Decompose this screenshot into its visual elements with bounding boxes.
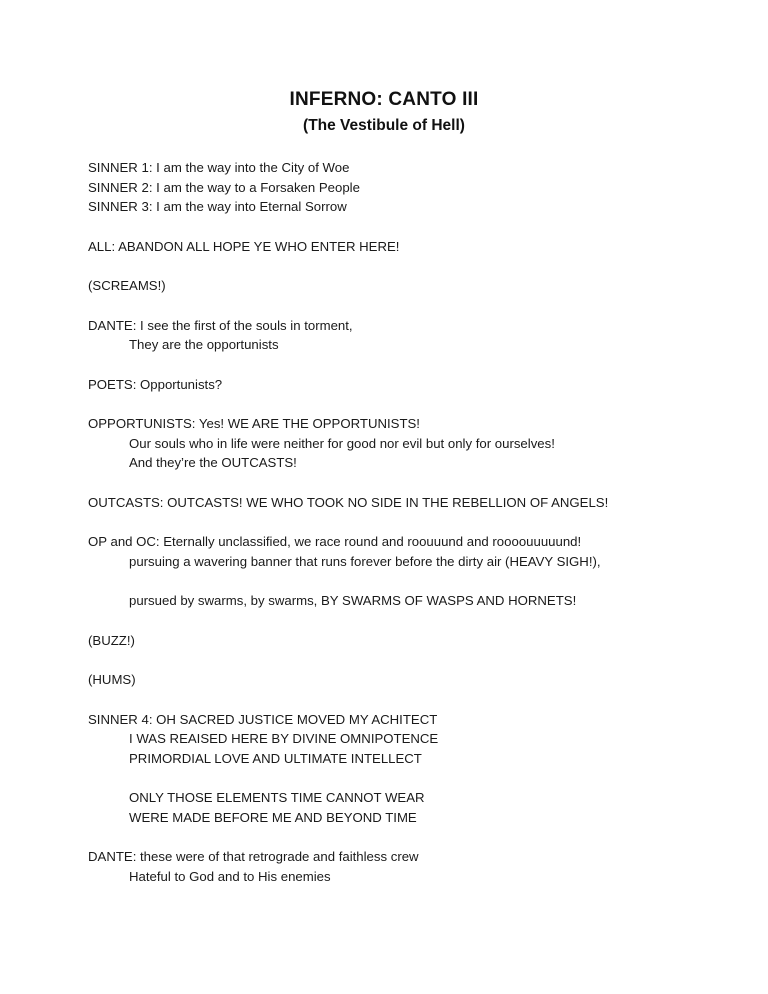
blank-line xyxy=(88,394,698,414)
script-line: pursued by swarms, by swarms, BY SWARMS OF WASPS AND HORNETS! xyxy=(129,593,577,609)
document-heading xyxy=(0,0,768,136)
blank-line xyxy=(88,473,698,493)
script-line: DANTE: these were of that retrograde and faithless crew xyxy=(88,849,419,865)
script-line: (BUZZ!) xyxy=(88,632,135,648)
blank-line xyxy=(88,217,698,237)
script-line: SINNER 2: I am the way to a Forsaken People xyxy=(88,179,360,195)
script-line: OUTCASTS: OUTCASTS! WE WHO TOOK NO SIDE IN THE REBELLION OF ANGELS! xyxy=(88,494,609,510)
blank-line xyxy=(88,296,698,316)
script-line: (HUMS) xyxy=(88,672,136,688)
script-line: PRIMORDIAL LOVE AND ULTIMATE INTELLECT xyxy=(129,750,422,766)
document-title: INFERNO: CANTO III xyxy=(289,89,479,110)
script-line: SINNER 4: OH SACRED JUSTICE MOVED MY ACHITECT xyxy=(88,711,438,727)
blank-line xyxy=(88,572,698,592)
script-body xyxy=(88,158,698,887)
script-line: WERE MADE BEFORE ME AND BEYOND TIME xyxy=(129,810,417,826)
blank-line xyxy=(88,257,698,277)
script-line: SINNER 3: I am the way into Eternal Sorrow xyxy=(88,199,347,215)
document-subtitle: (The Vestibule of Hell) xyxy=(303,117,465,134)
script-line: (SCREAMS!) xyxy=(88,278,166,294)
script-line: SINNER 1: I am the way into the City of Woe xyxy=(88,160,350,175)
script-line: Hateful to God and to His enemies xyxy=(129,869,331,885)
script-line: ONLY THOSE ELEMENTS TIME CANNOT WEAR xyxy=(129,790,425,806)
blank-line xyxy=(88,355,698,375)
script-line: ALL: ABANDON ALL HOPE YE WHO ENTER HERE! xyxy=(88,238,400,254)
script-line: They are the opportunists xyxy=(129,337,279,353)
blank-line xyxy=(88,690,698,710)
blank-line xyxy=(88,769,698,789)
script-line: OP and OC: Eternally unclassified, we race round and roouuund and roooouuuuund! xyxy=(88,534,582,550)
script-line: I WAS REAISED HERE BY DIVINE OMNIPOTENCE xyxy=(129,731,439,747)
script-line: pursuing a wavering banner that runs forever before the dirty air (HEAVY SIGH!), xyxy=(129,553,601,569)
script-line: And they’re the OUTCASTS! xyxy=(129,455,297,471)
script-line: Our souls who in life were neither for good nor evil but only for ourselves! xyxy=(129,435,555,451)
blank-line xyxy=(88,611,698,631)
script-line: DANTE: I see the first of the souls in torment, xyxy=(88,317,353,333)
script-line: OPPORTUNISTS: Yes! WE ARE THE OPPORTUNISTS! xyxy=(88,416,420,432)
blank-line xyxy=(88,828,698,848)
blank-line xyxy=(88,650,698,670)
blank-line xyxy=(88,513,698,533)
script-line: POETS: Opportunists? xyxy=(88,376,223,392)
